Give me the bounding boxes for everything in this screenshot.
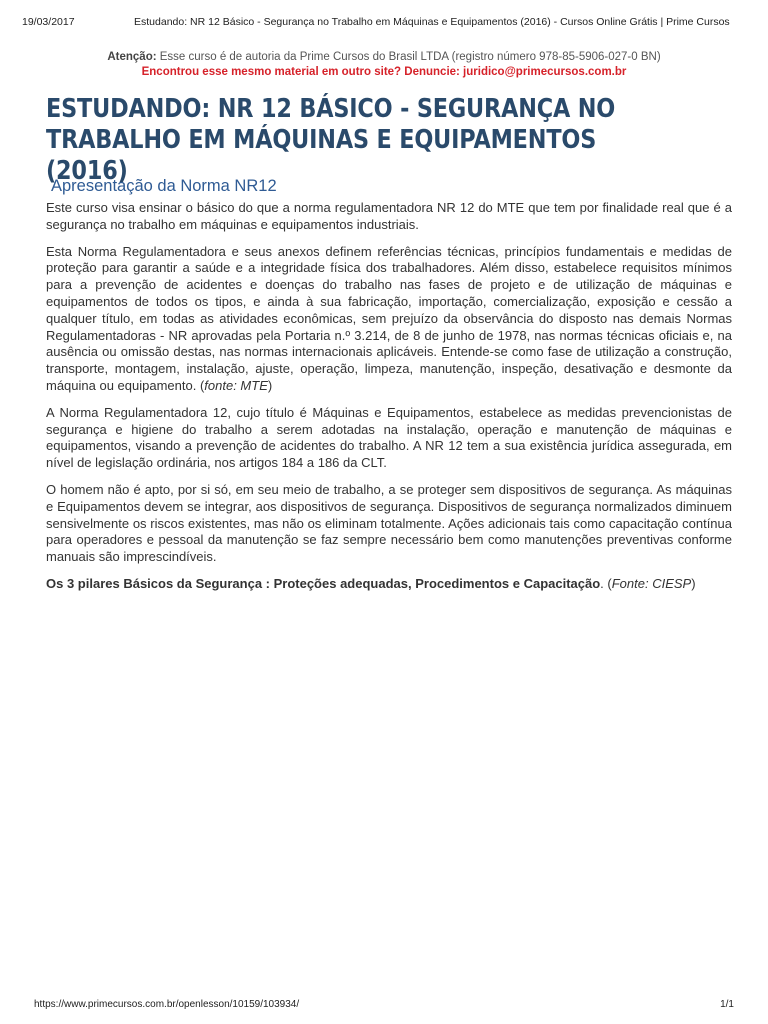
print-date: 19/03/2017 <box>22 16 75 28</box>
paragraph-pillars <box>46 576 732 593</box>
authorship-line <box>0 50 768 65</box>
paragraph-norm-definition <box>46 244 732 395</box>
citation-open: . ( <box>600 575 612 591</box>
page-number: 1/1 <box>720 999 734 1010</box>
paragraph-nr12-title: A Norma Regulamentadora 12, cujo título é Máquinas e Equipamentos, estabelece as medidas prevencionistas de segurança e higiene do trabalho a serem adotadas na instalação, operação e manutenção de máquinas e equipamentos, visando a prevenção de acidentes do trabalho. A NR 12 tem a sua existência jurídica assegurada, em nível de legislação ordinária, nos artigos 184 a 186 da CLT. <box>46 404 732 471</box>
print-page-title: Estudando: NR 12 Básico - Segurança no Trabalho em Máquinas e Equipamentos (2016) - Cursos Online Grátis | Prime Cursos <box>134 16 730 28</box>
citation-close: ) <box>691 575 696 591</box>
section-title: Apresentação da Norma NR12 <box>51 177 277 195</box>
report-link[interactable]: Encontrou esse mesmo material em outro site? Denuncie: juridico@primecursos.com.br <box>141 66 627 78</box>
paragraph-safety-devices: O homem não é apto, por si só, em seu meio de trabalho, a se proteger sem dispositivos de segurança. As máquinas e Equipamentos devem se integrar, aos dispositivos de segurança. Dispositivos de segurança normalizados diminuem sensivelmente os riscos existentes, mas não os eliminam totalmente. Ações adicionais tais como capacitação contínua para operadores e pessoal da manutenção se faz sempre necessário bem como manutenções preventivas conforme manuais são imprescindíveis. <box>46 481 732 565</box>
source-citation: fonte: MTE <box>204 377 268 393</box>
attention-label: Atenção: <box>107 51 157 63</box>
pillars-text: Os 3 pilares Básicos da Segurança : Proteções adequadas, Procedimentos e Capacitação <box>46 575 601 591</box>
print-url: https://www.primecursos.com.br/openlesson/10159/103934/ <box>34 999 300 1010</box>
citation-close: ) <box>267 377 273 393</box>
print-footer <box>34 999 734 1010</box>
paragraph-intro: Este curso visa ensinar o básico do que a norma regulamentadora NR 12 do MTE que tem por finalidade real que é a segurança no trabalho em máquinas e equipamentos industriais. <box>46 200 732 232</box>
authorship-text: Esse curso é de autoria da Prime Cursos do Brasil LTDA (registro número 978-85-5906-027-0 BN) <box>156 51 661 63</box>
lesson-content <box>46 176 732 603</box>
source-citation: Fonte: CIESP <box>611 575 692 591</box>
authorship-notice <box>0 50 768 80</box>
paragraph-norm-text: Esta Norma Regulamentadora e seus anexos definem referências técnicas, princípios fundamentais e medidas de proteção para garantir a saúde e a integridade física dos trabalhadores. Além disso, estabelece requisitos mínimos para a prevenção de acidentes e doenças do trabalho nas fases de projeto e de utilização de máquinas e equipamentos de todos os tipos, e ainda à sua fabricação, importação, comercialização, exposição e cessão a qualquer título, em todas as atividades econômicas, sem prejuízo da observância do disposto nas demais Normas Regulamentadoras - NR aprovadas pela Portaria n.º 3.214, de 8 de junho de 1978, nas normas técnicas oficiais e, na ausência ou omissão destas, nas normas internacionais aplicáveis. Entende-se como fase de utilização a construção, transporte, montagem, instalação, ajuste, operação, limpeza, manutenção, inspeção, desativação e desmonte da máquina ou equipamento. ( <box>46 243 732 393</box>
page-title: ESTUDANDO: NR 12 BÁSICO - SEGURANÇA NO TRABALHO EM MÁQUINAS E EQUIPAMENTOS (2016) <box>46 94 616 186</box>
